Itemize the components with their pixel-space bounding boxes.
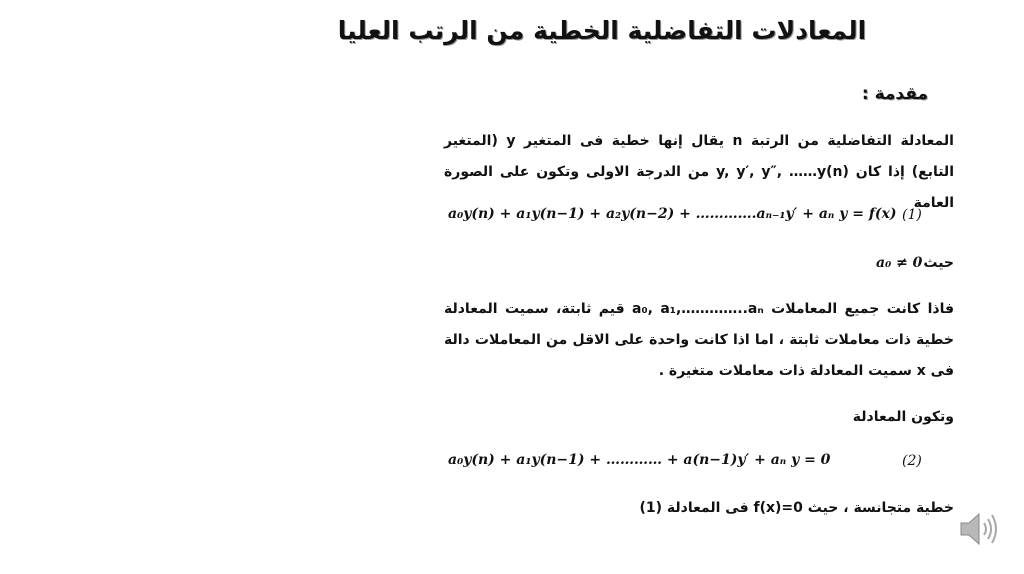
equation-2-number: (2) [902, 453, 922, 469]
condition-word: حيث [923, 255, 954, 271]
paragraph-definition: المعادلة التفاضلية من الرتبة n يقال إنها خطية فى المتغير y (المتغير التابع) إذا كان y, y′, y″, ……y(n) من الدرجة الاولى وتكون على الصورة العامة [444, 133, 954, 211]
intro-heading: مقدمة : [861, 84, 928, 104]
equation-1: a₀y(n) + a₁y(n−1) + a₂y(n−2) + ………….aₙ₋₁y′ + aₙ y = f(x) [448, 206, 897, 222]
condition-expression: a₀ ≠ 0 [876, 255, 923, 271]
slide-title: المعادلات التفاضلية الخطية من الرتب العليا [337, 16, 867, 45]
homogeneous-note: خطية متجانسة ، حيث f(x)=0 فى المعادلة (1) [639, 500, 954, 516]
equation-1-number: (1) [902, 207, 922, 223]
equation-2: a₀y(n) + a₁y(n−1) + ………… + a(n−1)y′ + aₙ y = 0 [448, 452, 831, 468]
paragraph-coefficients: فاذا كانت جميع المعاملات a₀, a₁,…………..aₙ قيم ثابتة، سميت المعادلة خطية ذات معاملات ثابتة ، اما اذا كانت واحدة على الاقل من المعاملات دالة فى x سميت المعادلة ذات معاملات متغيرة . [444, 301, 955, 379]
speaker-icon[interactable] [957, 506, 1003, 552]
equation-intro: وتكون المعادلة [852, 409, 954, 425]
